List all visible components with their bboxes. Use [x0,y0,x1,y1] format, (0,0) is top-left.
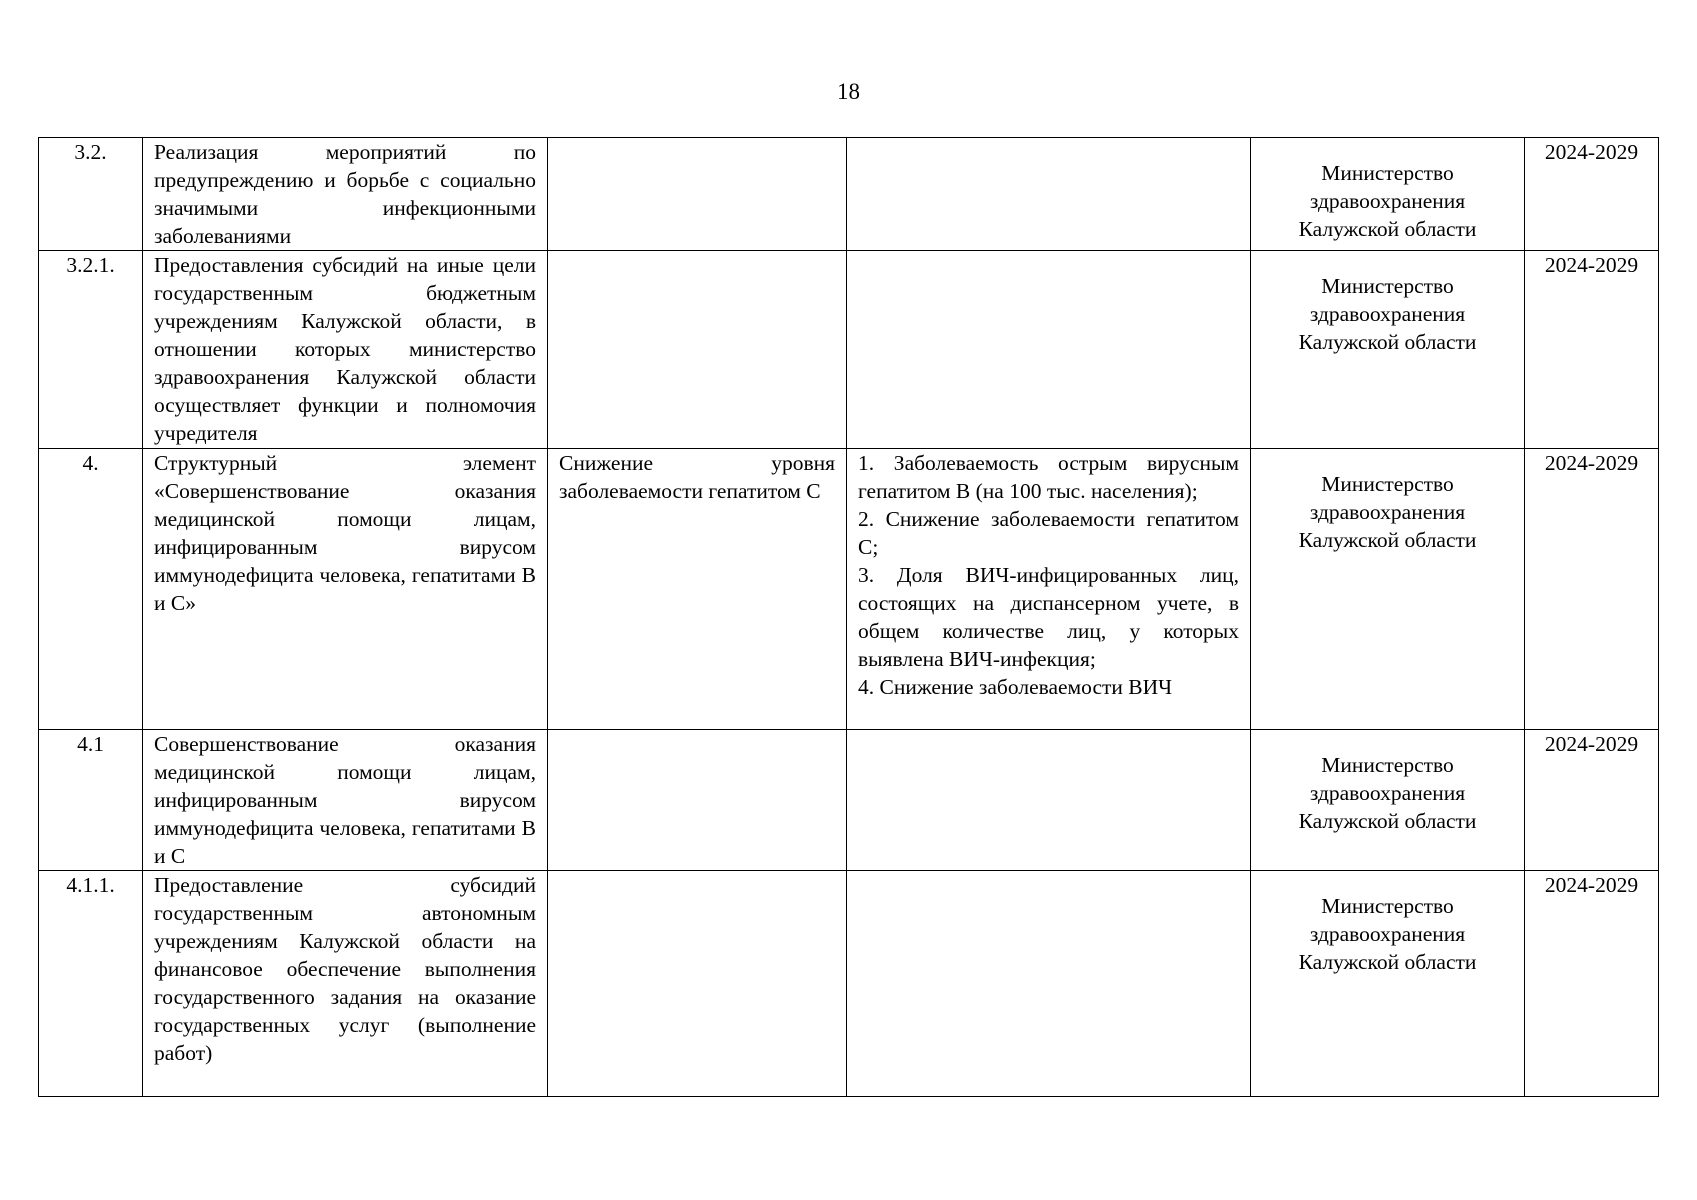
row-period: 2024-2029 [1525,871,1659,1097]
row-responsible: Министерство здравоохранения Калужской области [1251,138,1525,251]
row-name: Предоставления субсидий на иные цели государственным бюджетным учреждениям Калужской области, в отношении которых министерство здравоохранения Калужской области осуществляет функции и полномочия учредителя [143,251,548,449]
indicator-item: 4. Снижение заболеваемости ВИЧ [858,675,1173,699]
row-number: 3.2.1. [39,251,143,449]
row-indicators [847,871,1251,1097]
table-row [39,449,1659,730]
row-number: 4.1 [39,730,143,871]
row-tasks [548,138,847,251]
row-indicators [847,138,1251,251]
row-responsible: Министерство здравоохранения Калужской области [1251,871,1525,1097]
row-tasks [548,730,847,871]
row-name: Реализация мероприятий по предупреждению и борьбе с социально значимыми инфекционными заболеваниями [143,138,548,251]
row-indicators [847,730,1251,871]
table-row [39,871,1659,1097]
table-row [39,730,1659,871]
row-responsible: Министерство здравоохранения Калужской области [1251,730,1525,871]
row-responsible: Министерство здравоохранения Калужской области [1251,251,1525,449]
indicator-item: 3. Доля ВИЧ-инфицированных лиц, состоящих на диспансерном учете, в общем количестве лиц, у которых выявлена ВИЧ-инфекция; [858,563,1239,671]
table-row [39,138,1659,251]
row-name: Структурный элемент «Совершенствование оказания медицинской помощи лицам, инфицированным вирусом иммунодефицита человека, гепатитами В и С» [143,449,548,730]
page-number: 18 [837,79,860,104]
row-period: 2024-2029 [1525,730,1659,871]
row-tasks: Снижение уровня заболеваемости гепатитом С [548,449,847,730]
row-period: 2024-2029 [1525,138,1659,251]
row-period: 2024-2029 [1525,449,1659,730]
row-indicators [847,251,1251,449]
row-name: Предоставление субсидий государственным автономным учреждениям Калужской области на финансовое обеспечение выполнения государственного задания на оказание государственных услуг (выполнение работ) [143,871,548,1097]
row-tasks [548,251,847,449]
row-number: 4.1.1. [39,871,143,1097]
table-row [39,251,1659,449]
row-number: 3.2. [39,138,143,251]
plan-table [38,137,1659,1097]
row-tasks [548,871,847,1097]
row-number: 4. [39,449,143,730]
row-responsible: Министерство здравоохранения Калужской области [1251,449,1525,730]
row-indicators [847,449,1251,730]
indicator-item: 1. Заболеваемость острым вирусным гепатитом В (на 100 тыс. населения); [858,451,1239,503]
indicator-item: 2. Снижение заболеваемости гепатитом С; [858,507,1239,559]
row-period: 2024-2029 [1525,251,1659,449]
row-name: Совершенствование оказания медицинской помощи лицам, инфицированным вирусом иммунодефицита человека, гепатитами В и С [143,730,548,871]
